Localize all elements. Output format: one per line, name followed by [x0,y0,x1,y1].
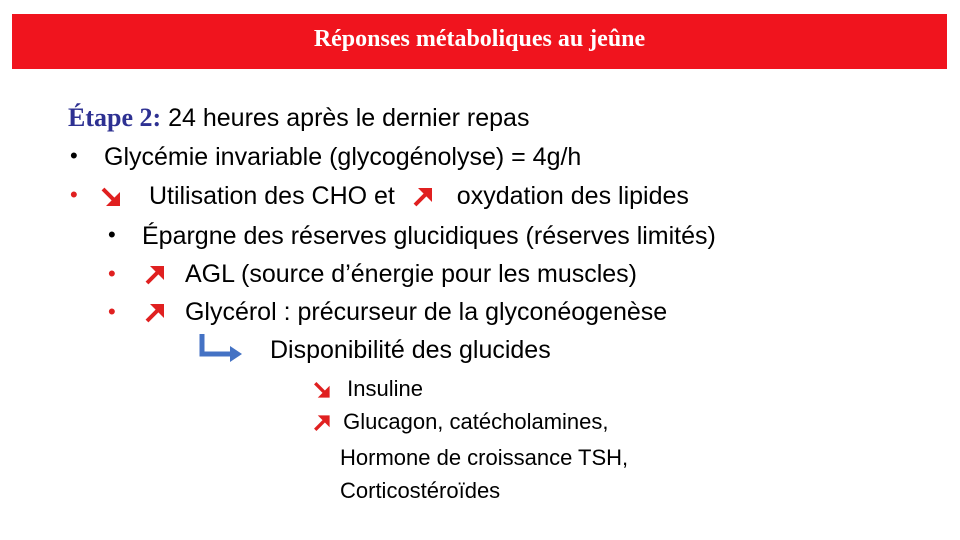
utilisation-text: Utilisation des CHO et [148,182,395,210]
glucagon-line [311,409,609,435]
hormone-croissance-text: Hormone de croissance TSH, [340,445,629,470]
insuline-text: Insuline [347,376,423,401]
bullet-agl [142,259,637,289]
step-label: Étape 2: [68,103,162,132]
insuline-line [311,376,423,402]
step-text: 24 heures après le dernier repas [161,104,530,132]
disponibilite-text: Disponibilité des glucides [270,336,551,364]
arrow-up-right-icon [142,262,168,288]
bullet-dot: • [70,143,78,168]
agl-text: AGL (source d’énergie pour les muscles) [184,260,638,288]
bullet-dot: • [108,299,116,324]
arrow-up-right-icon [410,184,436,210]
elbow-arrow-icon [198,332,244,366]
bullet-dot: • [108,222,116,247]
bullet-utilisation [98,181,689,211]
bullet-dot: • [70,182,78,207]
arrow-up-right-icon [311,412,333,434]
bullet-dot: • [108,261,116,286]
arrow-up-right-icon [142,300,168,326]
oxydation-text: oxydation des lipides [456,182,689,210]
slide-title: Réponses métaboliques au jeûne [313,26,646,52]
arrow-down-right-icon [98,184,124,210]
bullet-glycerol [142,297,667,327]
glycerol-text: Glycérol : précurseur de la glyconéogenèse [184,298,668,326]
arrow-down-right-icon [311,379,333,401]
step-line [68,103,529,133]
title-bar [12,14,947,69]
glucagon-text: Glucagon, catécholamines, [343,409,609,434]
bullet-glycemie: Glycémie invariable (glycogénolyse) = 4g/h [104,143,582,171]
corticosteroides-text: Corticostéroïdes [340,478,501,503]
bullet-epargne: Épargne des réserves glucidiques (réserves limités) [142,222,716,250]
